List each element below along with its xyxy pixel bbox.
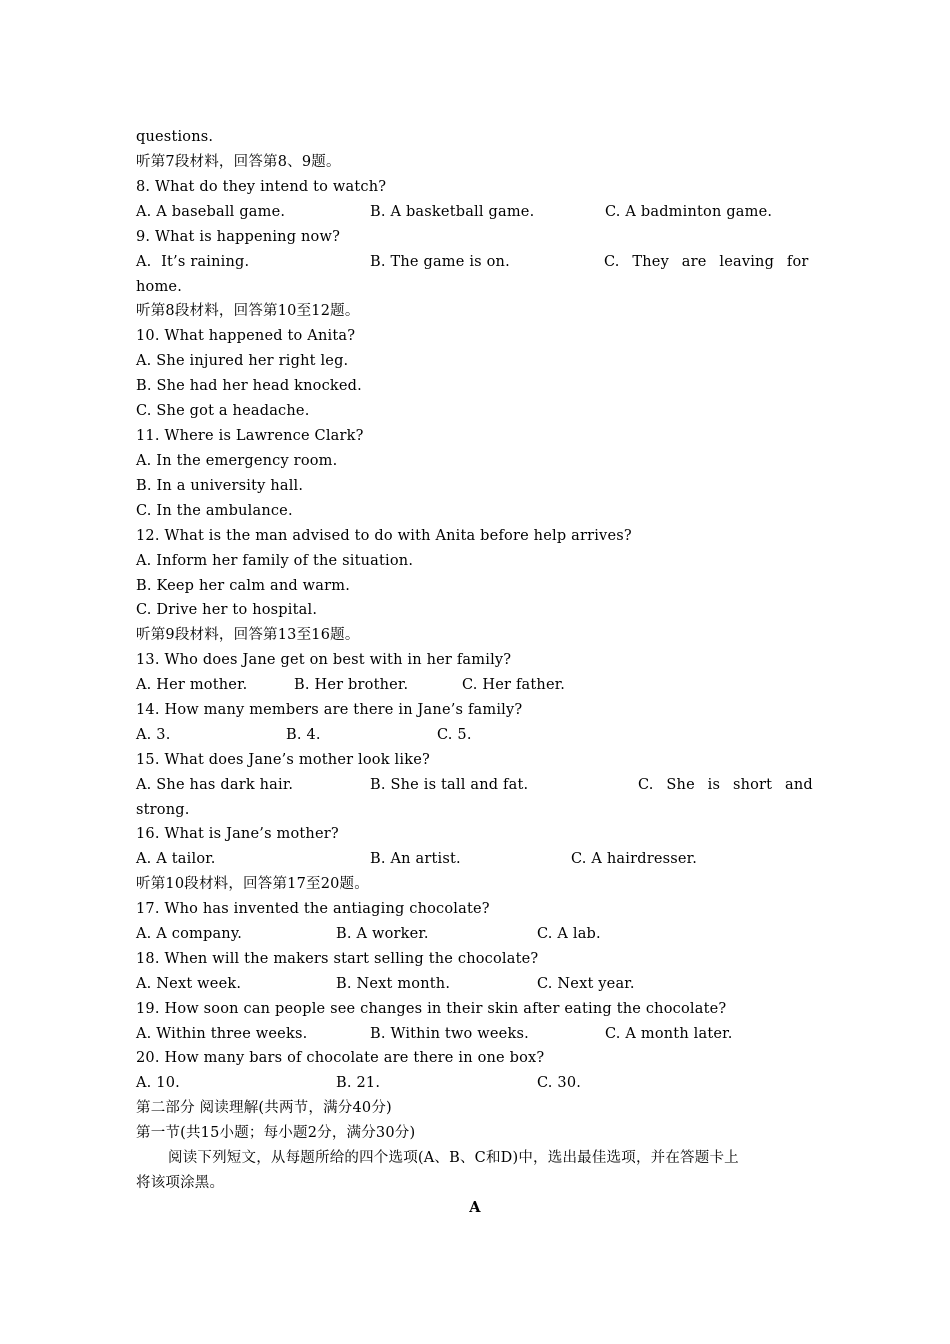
option-c: C. A lab. [537, 926, 601, 942]
question-8: 8. What do they intend to watch? [136, 179, 387, 195]
question-18: 18. When will the makers start selling the chocolate? [136, 951, 539, 967]
options-row [136, 974, 816, 994]
options-row [136, 202, 816, 222]
option-a: A. 3. [136, 727, 171, 743]
section-heading: 第一节(共15小题；每小题2分，满分30分) [136, 1125, 416, 1141]
option-c: C. A month later. [605, 1026, 733, 1042]
options-row [136, 849, 816, 869]
options-row [136, 924, 816, 944]
option-b: B. 21. [336, 1075, 381, 1091]
option-c: C. Her father. [462, 677, 566, 693]
option-b: B. Within two weeks. [370, 1026, 529, 1042]
option-b: B. A basketball game. [370, 204, 535, 220]
part-heading: 第二部分 阅读理解(共两节，满分40分) [136, 1100, 392, 1116]
option-c: C. Drive her to hospital. [136, 602, 318, 618]
option-a: A. 10. [136, 1075, 180, 1091]
option-a: A. Inform her family of the situation. [136, 553, 414, 569]
option-b: B. Next month. [336, 976, 451, 992]
question-19: 19. How soon can people see changes in their skin after eating the chocolate? [136, 1001, 727, 1017]
option-a: A. Her mother. [136, 677, 248, 693]
option-a: A. A company. [136, 926, 243, 942]
instruction-text: 将该项涂黑。 [136, 1175, 225, 1191]
text-line: home. [136, 279, 183, 295]
option-b: B. She is tall and fat. [370, 777, 529, 793]
option-c: C. In the ambulance. [136, 503, 293, 519]
options-row [136, 725, 816, 745]
option-c: C. 30. [537, 1075, 582, 1091]
option-c: C. A hairdresser. [571, 851, 698, 867]
option-a: A. She has dark hair. [136, 777, 294, 793]
text-line: strong. [136, 802, 190, 818]
options-row [136, 675, 816, 695]
question-20: 20. How many bars of chocolate are there in one box? [136, 1050, 545, 1066]
option-c: C. 5. [437, 727, 472, 743]
section-heading: 听第9段材料，回答第13至16题。 [136, 627, 360, 643]
option-b: B. Keep her calm and warm. [136, 578, 351, 594]
question-11: 11. Where is Lawrence Clark? [136, 428, 364, 444]
option-a: A. She injured her right leg. [136, 353, 349, 369]
option-c: C. She got a headache. [136, 403, 310, 419]
option-b: B. In a university hall. [136, 478, 304, 494]
question-13: 13. Who does Jane get on best with in her family? [136, 652, 512, 668]
question-16: 16. What is Jane’s mother? [136, 826, 339, 842]
option-c: C. Next year. [537, 976, 635, 992]
option-b: B. She had her head knocked. [136, 378, 362, 394]
question-12: 12. What is the man advised to do with Anita before help arrives? [136, 528, 632, 544]
section-heading: 听第10段材料，回答第17至20题。 [136, 876, 369, 892]
option-b: B. A worker. [336, 926, 429, 942]
question-15: 15. What does Jane’s mother look like? [136, 752, 430, 768]
passage-label: A [469, 1199, 481, 1216]
option-a: A. It’s raining. [136, 254, 250, 270]
option-c: C. A badminton game. [605, 204, 773, 220]
section-heading: 听第7段材料，回答第8、9题。 [136, 154, 341, 170]
option-c: C. She is short and [638, 777, 813, 793]
question-14: 14. How many members are there in Jane’s family? [136, 702, 523, 718]
option-c: C. They are leaving for [604, 254, 809, 270]
text-line: questions. [136, 129, 214, 145]
options-row [136, 1024, 816, 1044]
option-b: B. Her brother. [294, 677, 409, 693]
option-b: B. The game is on. [370, 254, 510, 270]
option-b: B. 4. [286, 727, 321, 743]
instruction-text: 阅读下列短文，从每题所给的四个选项(A、B、C和D)中，选出最佳选项，并在答题卡上 [168, 1150, 739, 1166]
options-row [136, 252, 816, 272]
section-heading: 听第8段材料，回答第10至12题。 [136, 303, 360, 319]
option-a: A. Within three weeks. [136, 1026, 308, 1042]
option-a: A. A baseball game. [136, 204, 286, 220]
option-b: B. An artist. [370, 851, 461, 867]
question-9: 9. What is happening now? [136, 229, 341, 245]
option-a: A. A tailor. [136, 851, 216, 867]
question-17: 17. Who has invented the antiaging chocolate? [136, 901, 490, 917]
question-10: 10. What happened to Anita? [136, 328, 356, 344]
options-row [136, 775, 816, 795]
option-a: A. In the emergency room. [136, 453, 338, 469]
option-a: A. Next week. [136, 976, 242, 992]
options-row [136, 1073, 816, 1093]
